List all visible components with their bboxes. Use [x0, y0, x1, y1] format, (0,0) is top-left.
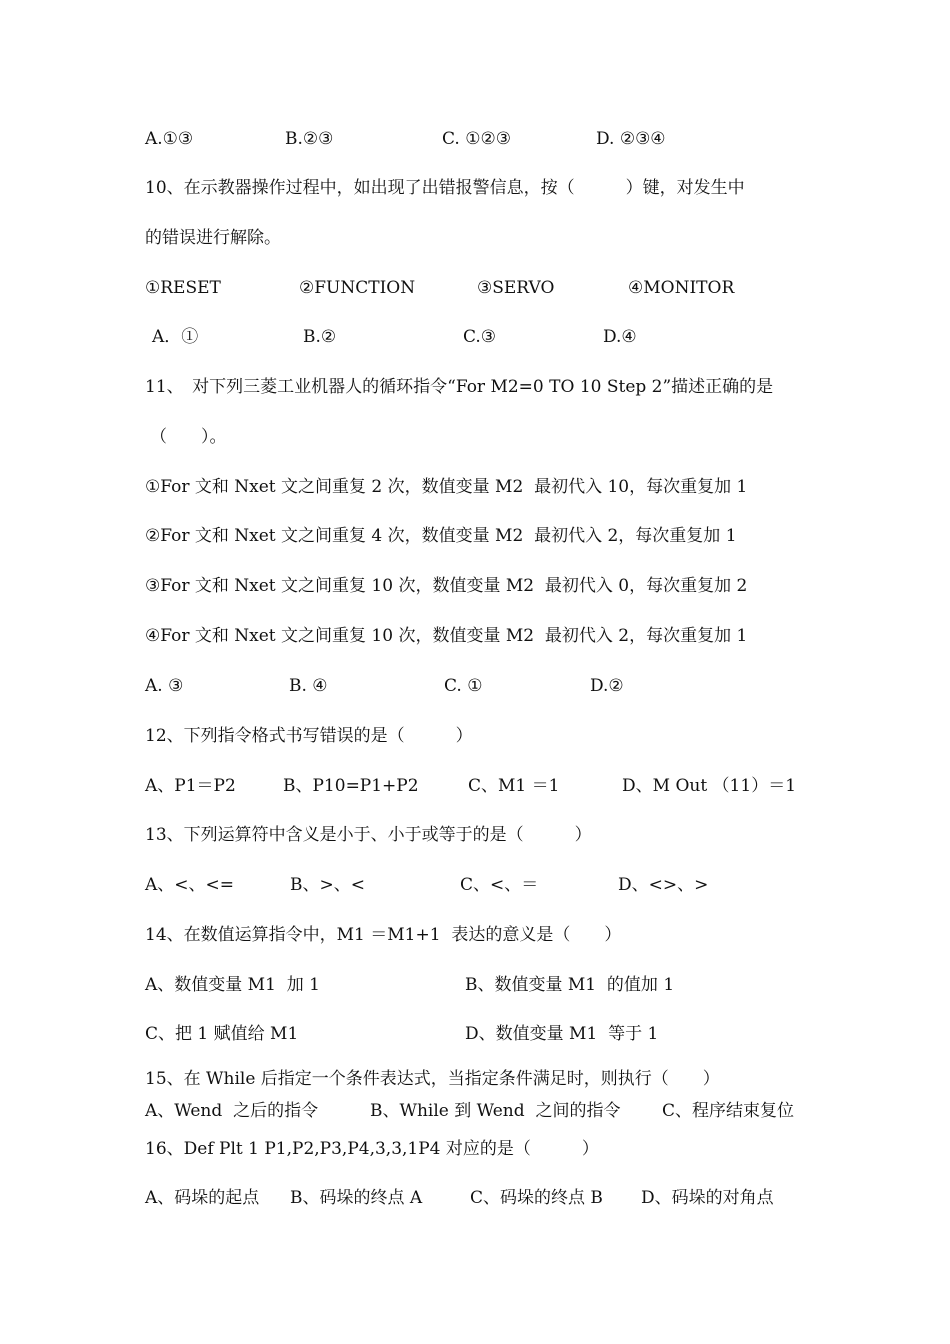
q11-item-2: ②For 文和 Nxet 文之间重复 4 次，数值变量 M2 最初代入 2，每次重复加 1: [145, 526, 737, 546]
q16-option-b: B、码垛的终点 A: [290, 1188, 423, 1208]
q9-option-a: A.①③: [145, 129, 194, 149]
q13-option-b: B、>、<: [290, 875, 365, 895]
q10-option-b: B.②: [303, 327, 337, 347]
q11-stem-line1: 11、 对下列三菱工业机器人的循环指令“For M2=0 TO 10 Step 2”描述正确的是: [145, 377, 774, 397]
q10-item-1: ①RESET: [145, 278, 221, 298]
q15-option-a: A、Wend 之后的指令: [145, 1101, 319, 1121]
q16-option-c: C、码垛的终点 B: [470, 1188, 603, 1208]
q10-item-4: ④MONITOR: [628, 278, 735, 298]
q10-item-2: ②FUNCTION: [299, 278, 416, 298]
q16-stem: 16、Def Plt 1 P1,P2,P3,P4,3,3,1P4 对应的是（ ）: [145, 1139, 599, 1159]
q11-item-4: ④For 文和 Nxet 文之间重复 10 次，数值变量 M2 最初代入 2，每次重复加 1: [145, 626, 748, 646]
q10-item-3: ③SERVO: [477, 278, 555, 298]
q11-option-b: B. ④: [289, 676, 328, 696]
q13-stem: 13、下列运算符中含义是小于、小于或等于的是（ ）: [145, 825, 592, 845]
q10-stem-line1: 10、在示教器操作过程中，如出现了出错报警信息，按（ ）键，对发生中: [145, 178, 745, 198]
q9-option-c: C. ①②③: [442, 129, 511, 149]
q10-stem-line2: 的错误进行解除。: [145, 228, 281, 248]
q13-option-c: C、<、＝: [460, 875, 539, 895]
q13-option-a: A、<、<=: [145, 875, 235, 895]
q11-option-a: A. ③: [145, 676, 184, 696]
q14-option-d: D、数值变量 M1 等于 1: [465, 1024, 659, 1044]
q15-option-b: B、While 到 Wend 之间的指令: [370, 1101, 621, 1121]
q12-stem: 12、下列指令格式书写错误的是（ ）: [145, 726, 473, 746]
q12-option-d: D、M Out （11）＝1: [622, 776, 797, 796]
q14-option-a: A、数值变量 M1 加 1: [145, 975, 320, 995]
q13-option-d: D、<>、>: [618, 875, 709, 895]
q11-option-c: C. ①: [444, 676, 483, 696]
q14-option-b: B、数值变量 M1 的值加 1: [465, 975, 675, 995]
q9-option-d: D. ②③④: [596, 129, 666, 149]
q16-option-d: D、码垛的对角点: [641, 1188, 774, 1208]
q11-stem-line2: （ ）。: [150, 427, 227, 447]
q11-option-d: D.②: [590, 676, 624, 696]
q9-option-b: B.②③: [285, 129, 334, 149]
q15-stem: 15、在 While 后指定一个条件表达式，当指定条件满足时，则执行（ ）: [145, 1069, 720, 1089]
q10-option-a: A．①: [152, 327, 199, 347]
q10-option-c: C.③: [463, 327, 497, 347]
q16-option-a: A、码垛的起点: [145, 1188, 260, 1208]
q11-item-1: ①For 文和 Nxet 文之间重复 2 次，数值变量 M2 最初代入 10，每次重复加 1: [145, 477, 748, 497]
q10-option-d: D.④: [603, 327, 637, 347]
q15-option-c: C、程序结束复位: [662, 1101, 795, 1121]
q12-option-c: C、M1 ＝1: [468, 776, 560, 796]
q14-stem: 14、在数值运算指令中，M1 ＝M1+1 表达的意义是（ ）: [145, 925, 622, 945]
q12-option-b: B、P10=P1+P2: [283, 776, 419, 796]
q11-item-3: ③For 文和 Nxet 文之间重复 10 次，数值变量 M2 最初代入 0，每次重复加 2: [145, 576, 748, 596]
q14-option-c: C、把 1 赋值给 M1: [145, 1024, 299, 1044]
q12-option-a: A、P1＝P2: [145, 776, 236, 796]
